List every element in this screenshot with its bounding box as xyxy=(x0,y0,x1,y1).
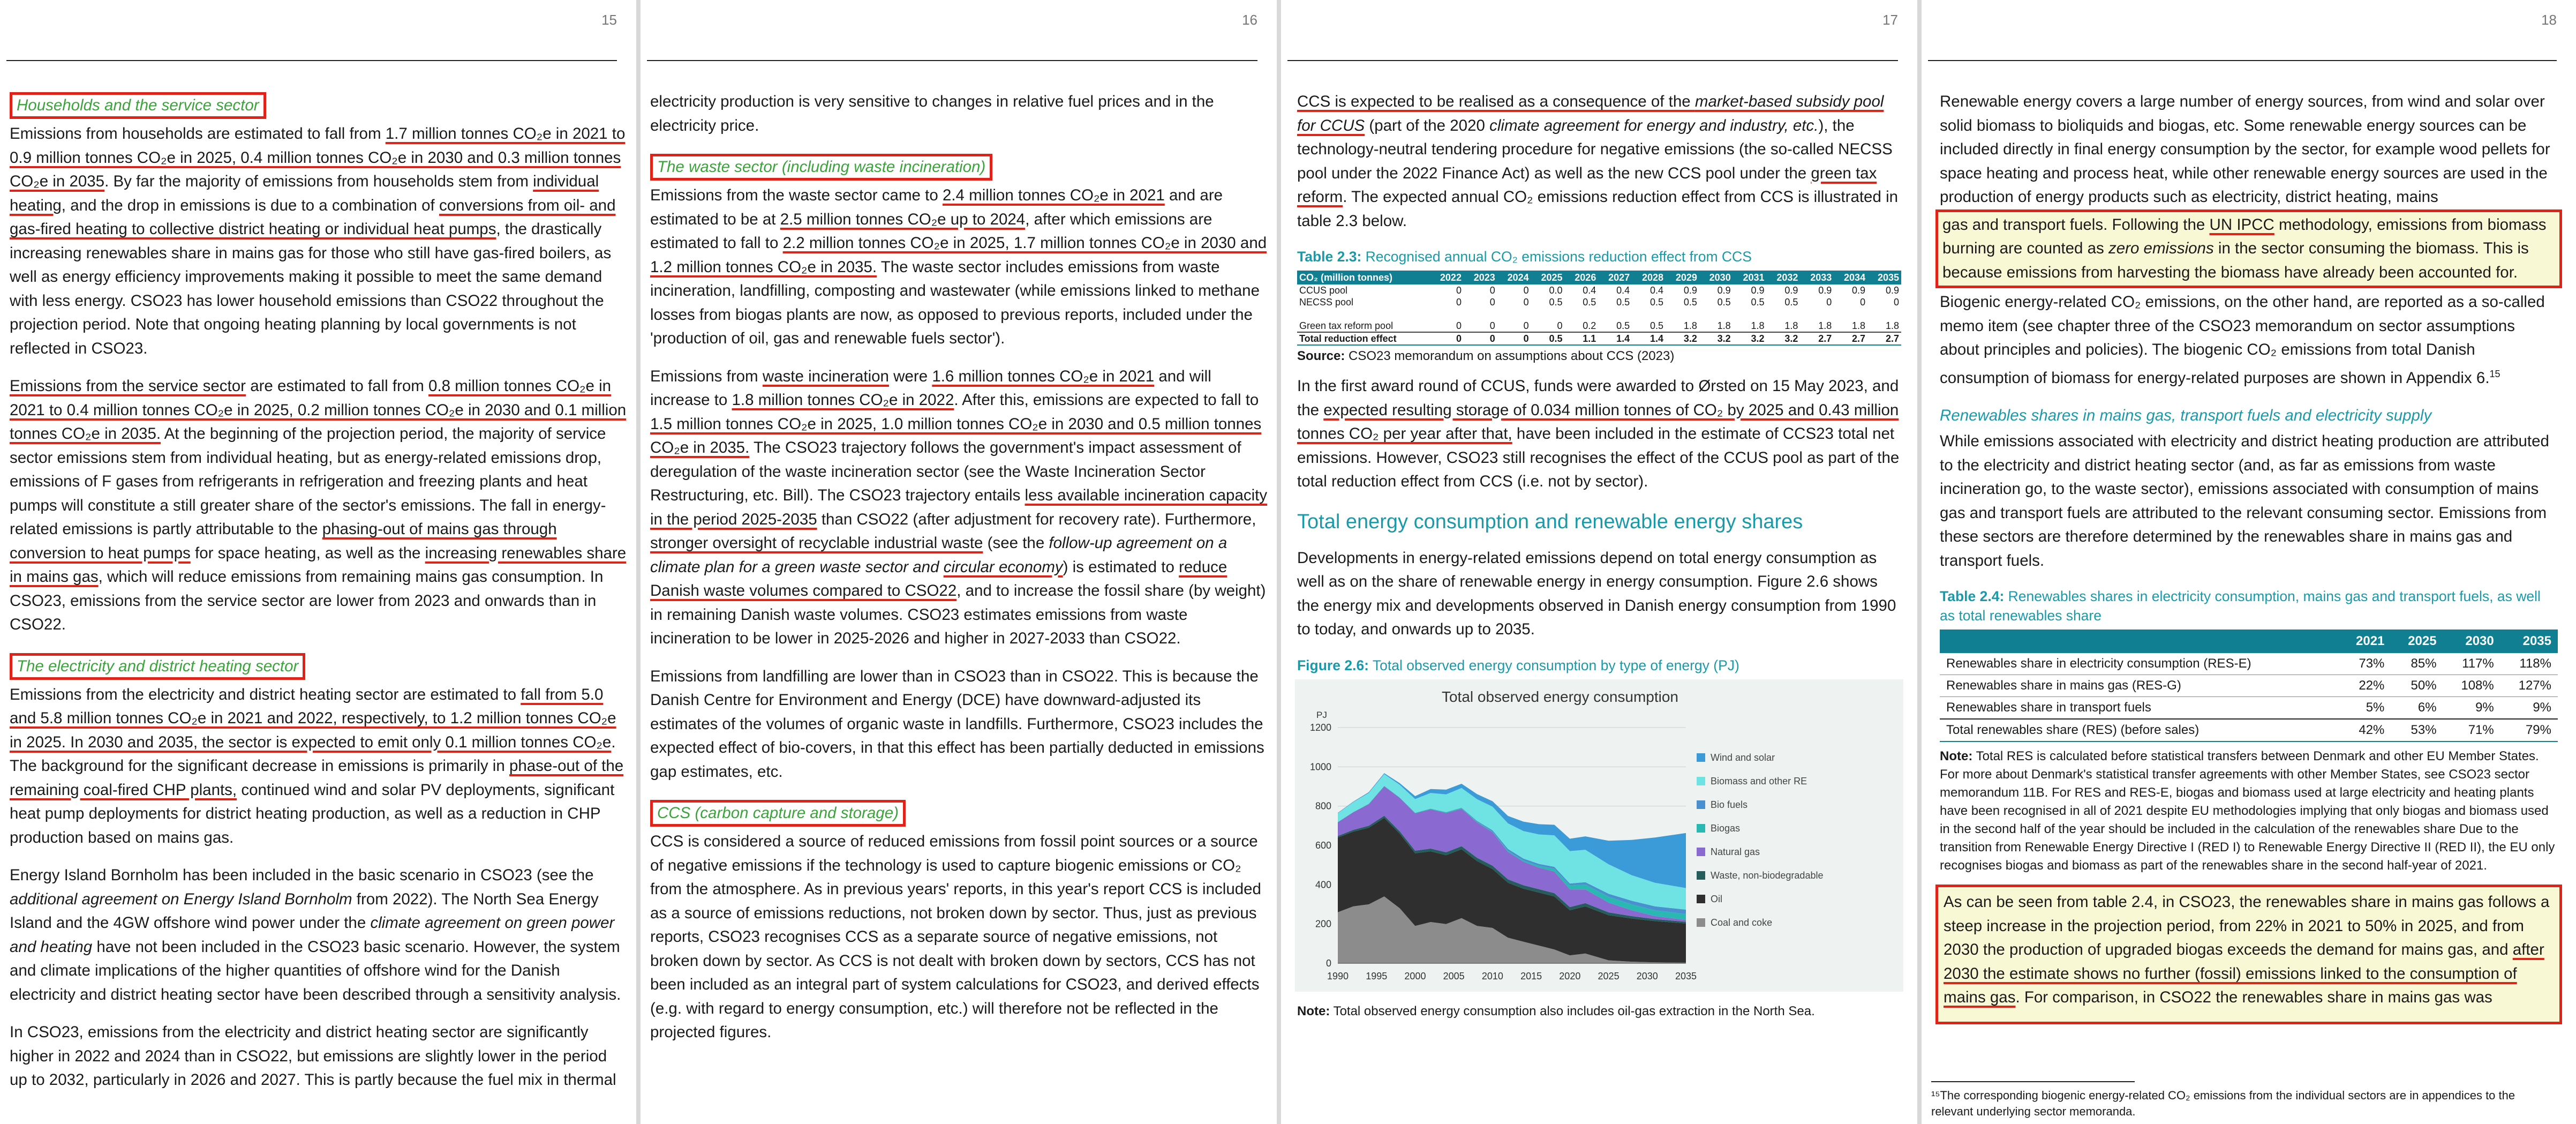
table-2-3-header-cell: 2023 xyxy=(1464,271,1497,284)
paragraph-ccs: CCS is considered a source of reduced emissions from fossil point sources or a source of negative emissions if the technology is used to capture biogenic emissions or CO₂ from the atmosphere. As in previous years' reports, in this year's report CCS is included as a source of emissions reductions, not broken down by sector. Thus, just as previous reports, CSO23 recognises CCS as a separate source of negative emissions, not broken down by sector. As CCS is not dealt with broken down by sectors, CCS has not been included as an integral part of system calculations for CSO23, and derived effects (e.g. with regard to energy consumption, etc.) will therefore not be reflected in the projected figures. xyxy=(650,833,1261,1041)
table-2-3-cell: 3.2 xyxy=(1733,332,1767,345)
table-2-3-header-cell: 2028 xyxy=(1632,271,1666,284)
table-2-3-header-cell: 2034 xyxy=(1834,271,1867,284)
chart-title: Total observed energy consumption xyxy=(1441,688,1679,705)
page-18-body xyxy=(1940,90,2558,1024)
chart-legend-label: Natural gas xyxy=(1711,846,1760,857)
chart-ytick-label: 0 xyxy=(1325,957,1331,969)
page-number: 15 xyxy=(601,12,617,28)
heading-electricity: The electricity and district heating sector xyxy=(10,653,305,680)
highlight-box-mains-gas: As can be seen from table 2.4, in CSO23, the renewables share in mains gas follows a steep increase in the projection period, from 22% in 2021 to 50% in 2025, and from 2030 the production of upgraded biogas exceeds the demand for mains gas, and after 2030 the estimate shows no further (fossil) emissions linked to the consumption of mains gas. For comparison, in CSO22 the renewables share in mains gas was xyxy=(1935,885,2562,1024)
chart-ytick-label: 1000 xyxy=(1309,761,1331,772)
chart-xtick-label: 2025 xyxy=(1598,970,1620,981)
heading-waste: The waste sector (including waste incineration) xyxy=(650,154,992,181)
table-2-4-caption: Table 2.4: Renewables shares in electricity consumption, mains gas and transport fuels, as well as total renewables share xyxy=(1940,588,2541,624)
table-2-3-cell: 0 xyxy=(1523,297,1529,308)
page-16-body xyxy=(650,90,1269,1059)
table-2-3-header-cell: 2031 xyxy=(1733,271,1767,284)
table-2-3-header-cell: 2032 xyxy=(1767,271,1801,284)
paragraph-renewable-intro: Renewable energy covers a large number of energy sources, from wind and solar over solid biomass to bioliquids and biogas, etc. Some renewable energy sources can be included directly in final energy consumption by the sector, for example wood pellets for space heating and process heat, while other renewable energy sources are used in the production of energy products such as electricity, district heating, mains xyxy=(1940,93,2550,206)
chart-legend-swatch xyxy=(1697,777,1705,785)
table-2-3-cell: 0 xyxy=(1464,332,1497,345)
table-2-3-cell: 0.4 xyxy=(1583,285,1596,296)
chart-legend-label: Oil xyxy=(1711,893,1722,904)
table-2-3-cell xyxy=(1598,308,1632,320)
table-2-3-cell: 2.7 xyxy=(1800,332,1834,345)
table-2-3-cell: 1.8 xyxy=(1784,320,1798,331)
table-2-4-cell: 22% xyxy=(2339,675,2391,697)
paragraph-service: Emissions from the service sector are estimated to fall from 0.8 million tonnes CO₂e in 2021 to 0.4 million tonnes CO₂e in 2025, 0.2 million tonnes CO₂e in 2030 and 0.1 million tonnes CO₂e in 2035. At the beginning of the projection period, the majority of service sector emissions stem from individual heating, but as energy-related emissions drop, emissions of F gases from refrigerants in refrigeration and freezing plants and heat pumps will constitute a still greater share of the sector's emissions. The fall in energy-related emissions is partly attributable to the phasing-out of mains gas through conversion to heat pumps for space heating, as well as the increasing renewables share in mains gas, which will reduce emissions from remaining mains gas consumption. In CSO23, emissions from the service sector are lower from 2023 and onwards than in CSO22. xyxy=(10,377,627,633)
table-2-3-cell: 3.2 xyxy=(1699,332,1733,345)
table-2-3-cell xyxy=(1767,308,1801,320)
table-2-3-cell xyxy=(1800,308,1834,320)
table-2-3-cell: 0 xyxy=(1456,297,1462,308)
table-2-4-cell: 71% xyxy=(2443,719,2500,741)
energy-consumption-chart xyxy=(1295,679,1884,985)
table-2-3-cell: 0.5 xyxy=(1784,297,1798,308)
table-2-3-cell: 1.8 xyxy=(1852,320,1866,331)
table-2-3-cell: 1.8 xyxy=(1885,320,1899,331)
table-2-3-cell: 0.9 xyxy=(1885,285,1899,296)
header-rule xyxy=(1928,60,2557,61)
table-2-3-cell: 0 xyxy=(1489,285,1495,296)
page-number: 17 xyxy=(1882,12,1898,28)
table-2-3-header-cell: 2022 xyxy=(1430,271,1464,284)
chart-xtick-label: 2020 xyxy=(1559,970,1581,981)
table-2-3-row xyxy=(1297,320,1901,332)
chart-legend-label: Biogas xyxy=(1711,822,1741,834)
heading-total-energy: Total energy consumption and renewable energy shares xyxy=(1297,510,1803,533)
paragraph-ccs-pool: CCS is expected to be realised as a consequence of the market-based subsidy pool for CCUS (part of the 2020 climate agreement for energy and industry, etc.), the technology-neutral tendering procedure for negative emissions (the so-called NECSS pool under the 2022 Finance Act) as well as the new CCS pool under the green tax reform. The expected annual CO₂ emissions reduction effect from CCS is illustrated in table 2.3 below. xyxy=(1297,93,1899,230)
footnote xyxy=(1931,1081,2560,1120)
page-number: 18 xyxy=(2541,12,2557,28)
table-2-3-header-cell: 2030 xyxy=(1699,271,1733,284)
table-2-4-row xyxy=(1940,697,2558,720)
table-2-3-cell: 0.4 xyxy=(1616,285,1630,296)
highlight-box-ipcc: gas and transport fuels. Following the UN IPCC methodology, emissions from biomass burning are counted as zero emissions in the sector consuming the biomass. This is because emissions from harvesting the biomass have already been accounted for. xyxy=(1935,209,2562,289)
chart-xtick-label: 2005 xyxy=(1443,970,1465,981)
table-2-4-cell: 42% xyxy=(2339,719,2391,741)
chart-legend-swatch xyxy=(1697,895,1705,903)
table-2-3-header-cell: 2024 xyxy=(1497,271,1531,284)
table-2-3-row-label: Total reduction effect xyxy=(1297,332,1430,345)
table-2-3-cell: 0.5 xyxy=(1583,297,1596,308)
figure-2-6-caption: Figure 2.6: Total observed energy consumption by type of energy (PJ) xyxy=(1297,657,1739,673)
chart-xtick-label: 1995 xyxy=(1366,970,1388,981)
page-15 xyxy=(0,0,636,1124)
paragraph-developments: Developments in energy-related emissions depend on total energy consumption as well as on the share of renewable energy in energy consumption. Figure 2.6 shows the energy mix and developments observed in Danish energy consumption from 1990 to today, and onwards up to 2035. xyxy=(1297,549,1896,638)
table-2-3-cell xyxy=(1497,308,1531,320)
table-2-4-row-label: Renewables share in transport fuels xyxy=(1940,697,2339,720)
chart-legend-label: Coal and coke xyxy=(1711,917,1773,928)
header-rule xyxy=(647,60,1257,61)
figure-note: Note: Total observed energy consumption also includes oil-gas extraction in the North Sea. xyxy=(1297,1004,1815,1018)
chart-ytick-label: 400 xyxy=(1315,879,1331,890)
table-2-4-row-label: Renewables share in mains gas (RES-G) xyxy=(1940,675,2339,697)
table-2-3-header-cell: 2029 xyxy=(1666,271,1699,284)
chart-xtick-label: 2015 xyxy=(1520,970,1542,981)
table-2-3-header-cell: 2025 xyxy=(1531,271,1565,284)
header-rule xyxy=(1287,60,1898,61)
table-2-3-row-label: CCUS pool xyxy=(1299,285,1348,296)
footnote-text: ¹⁵The corresponding biogenic energy-related CO₂ emissions from the individual sectors are in appendices to the relevant underlying sector memoranda. xyxy=(1931,1089,2515,1118)
table-2-3-cell: 0 xyxy=(1456,285,1462,296)
table-2-3-row-label xyxy=(1297,308,1430,320)
table-2-3-cell: 0 xyxy=(1893,297,1899,308)
table-2-3-cell: 0.2 xyxy=(1583,320,1596,331)
table-2-3-cell: 1.8 xyxy=(1818,320,1832,331)
chart-legend-swatch xyxy=(1697,824,1705,833)
paragraph-landfill: Emissions from landfilling are lower than in CSO23 than in CSO22. This is because the Danish Centre for Environment and Energy (DCE) have downward-adjusted its estimates of the volumes of organic waste in landfills. Furthermore, CSO23 includes the expected effect of bio-covers, in that this effect has been partially deducted in emissions gap estimates, etc. xyxy=(650,667,1264,781)
table-2-3 xyxy=(1297,271,1901,346)
table-2-3-cell: 0.5 xyxy=(1531,332,1565,345)
page-17 xyxy=(1281,0,1917,1124)
table-2-3-cell: 3.2 xyxy=(1666,332,1699,345)
table-2-4-header-cell: 2035 xyxy=(2500,630,2558,653)
table-2-3-header-cell: 2027 xyxy=(1598,271,1632,284)
table-2-3-row xyxy=(1297,284,1901,296)
table-2-3-cell: 2.7 xyxy=(1834,332,1867,345)
chart-legend-swatch xyxy=(1697,871,1705,880)
table-2-3-cell: 3.2 xyxy=(1767,332,1801,345)
table-2-3-cell: 1.4 xyxy=(1632,332,1666,345)
table-2-3-cell: 0.5 xyxy=(1683,297,1697,308)
table-2-3-cell: 0.9 xyxy=(1751,285,1765,296)
table-2-3-caption: Table 2.3: Recognised annual CO₂ emissions reduction effect from CCS xyxy=(1297,249,1752,265)
energy-chart-container xyxy=(1295,679,1903,992)
table-2-4-row xyxy=(1940,653,2558,675)
table-2-4-row-label: Renewables share in electricity consumption (RES-E) xyxy=(1940,653,2339,675)
page-17-body xyxy=(1297,90,1901,1030)
table-2-4-cell: 85% xyxy=(2391,653,2443,675)
table-2-3-cell: 0.9 xyxy=(1852,285,1866,296)
table-2-4-cell: 53% xyxy=(2391,719,2443,741)
table-2-3-cell: 0 xyxy=(1456,320,1462,331)
table-2-4-cell: 6% xyxy=(2391,697,2443,720)
table-2-4-cell: 5% xyxy=(2339,697,2391,720)
heading-renewables-shares: Renewables shares in mains gas, transport fuels and electricity supply xyxy=(1940,406,2432,424)
page-number: 16 xyxy=(1242,12,1257,28)
table-2-3-cell: 0 xyxy=(1523,320,1529,331)
table-2-3-cell xyxy=(1666,308,1699,320)
chart-xtick-label: 2010 xyxy=(1481,970,1503,981)
table-2-3-row xyxy=(1297,332,1901,345)
table-2-3-cell: 0.5 xyxy=(1649,297,1664,308)
table-2-3-cell: 1.8 xyxy=(1717,320,1731,331)
table-2-4-cell: 9% xyxy=(2500,697,2558,720)
table-2-4-cell: 73% xyxy=(2339,653,2391,675)
chart-legend-label: Wind and solar xyxy=(1711,752,1775,763)
heading-ccs: CCS (carbon capture and storage) xyxy=(650,800,906,827)
table-2-3-cell: 0.0 xyxy=(1549,285,1563,296)
chart-ytick-label: 800 xyxy=(1315,800,1331,812)
table-2-4-cell: 9% xyxy=(2443,697,2500,720)
paragraph-households: Emissions from households are estimated to fall from 1.7 million tonnes CO₂e in 2021 to 0.9 million tonnes CO₂e in 2025, 0.4 million tonnes CO₂e in 2030 and 0.3 million tonnes CO₂e in 2035. By far the majority of emissions from households stem from individual heating, and the drop in emissions is due to a combination of conversions from oil- and gas-fired heating to collective district heating or individual heat pumps, the drastically increasing renewables share in mains gas for those who still have gas-fired boilers, as well as energy efficiency improvements making it possible to meet the same demand with less energy. CSO23 has lower household emissions than CSO22 throughout the projection period. Note that ongoing heating planning by local governments is not reflected in CSO23. xyxy=(10,125,626,357)
table-2-3-header-cell: CO₂ (million tonnes) xyxy=(1297,271,1430,284)
chart-legend-swatch xyxy=(1697,848,1705,856)
chart-legend-label: Waste, non-biodegradable xyxy=(1711,870,1824,881)
table-2-3-cell: 0.4 xyxy=(1649,285,1664,296)
table-2-4-header-cell: 2025 xyxy=(2391,630,2443,653)
table-2-3-header-cell: 2035 xyxy=(1867,271,1901,284)
table-2-3-cell: 0 xyxy=(1860,297,1866,308)
paragraph-biogenic: Biogenic energy-related CO₂ emissions, on the other hand, are reported as a so-called memo item (see chapter three of the CSO23 memorandum on sector assumptions about principles and policies). The biogenic CO₂ emissions from total Danish consumption of biomass for energy-related purposes are shown in Appendix 6.15 xyxy=(1940,293,2545,387)
chart-ylabel: PJ xyxy=(1316,709,1327,720)
table-2-3-row xyxy=(1297,296,1901,308)
footnote-rule xyxy=(1931,1081,2135,1082)
table-2-4-header-cell xyxy=(1940,630,2339,653)
table-2-3-cell: 0 xyxy=(1430,332,1464,345)
table-2-4-cell: 118% xyxy=(2500,653,2558,675)
table-2-3-cell: 1.8 xyxy=(1751,320,1765,331)
paragraph-renewables: While emissions associated with electricity and district heating production are attributed to the electricity and district heating sector (and, as far as emissions from waste incineration go, to the waste sector), emissions associated with consumption of mains gas and transport fuels are attributed to the relevant consuming sector. Emissions from these sectors are therefore determined by the renewables share in mains gas and transport fuels. xyxy=(1940,432,2549,570)
table-2-3-cell: 1.4 xyxy=(1598,332,1632,345)
table-2-3-cell: 0.5 xyxy=(1616,297,1630,308)
chart-ytick-label: 600 xyxy=(1315,840,1331,851)
table-2-3-row-label: Green tax reform pool xyxy=(1299,320,1394,331)
paragraph-award: In the first award round of CCUS, funds were awarded to Ørsted on 15 May 2023, and the expected resulting storage of 0.034 million tonnes of CO₂ by 2025 and 0.43 million tonnes CO₂ per year after that, have been included in the estimate of CCS23 total net emissions. However, CSO23 still recognises the effect of the CCUS pool as part of the total reduction effect from CCS (i.e. not by sector). xyxy=(1297,377,1900,490)
page-15-body xyxy=(10,90,629,1106)
chart-ytick-label: 1200 xyxy=(1309,722,1331,733)
table-2-3-cell xyxy=(1430,308,1464,320)
table-2-3-cell: 1.1 xyxy=(1564,332,1598,345)
table-2-3-row xyxy=(1297,308,1901,320)
page-18 xyxy=(1922,0,2576,1124)
chart-legend-swatch xyxy=(1697,918,1705,927)
table-2-3-cell: 2.7 xyxy=(1867,332,1901,345)
chart-xtick-label: 2035 xyxy=(1675,970,1697,981)
table-2-3-cell xyxy=(1834,308,1867,320)
table-2-4-note: Note: Total RES is calculated before statistical transfers between Denmark and other EU Member States. For more about Denmark's statistical transfer agreements with other Member States, see CSO23 sector memorandum 11B. For RES and RES-E, biogas and biomass used at large electricity and heating plants have been recognised in all of 2021 despite EU methodologies implying that only biogas and biomass used in the second half of the year should be included in the calculation of the renewables share Due to the transition from Renewable Energy Directive I (RED I) to Renewable Energy Directive II (RED II), the EU only recognises biogas and biomass as part of the renewables share in the second half-year of 2021. xyxy=(1940,749,2555,873)
table-2-3-header-cell: 2033 xyxy=(1800,271,1834,284)
table-2-4 xyxy=(1940,630,2558,742)
table-2-4-cell: 117% xyxy=(2443,653,2500,675)
table-2-3-cell: 0 xyxy=(1497,332,1531,345)
chart-legend-label: Bio fuels xyxy=(1711,799,1748,810)
paragraph-waste: Emissions from the waste sector came to 2.4 million tonnes CO₂e in 2021 and are estimated to be at 2.5 million tonnes CO₂e up to 2024, after which emissions are estimated to fall to 2.2 million tonnes CO₂e in 2025, 1.7 million tonnes CO₂e in 2030 and 1.2 million tonnes CO₂e in 2035. The waste sector includes emissions from waste incineration, landfilling, composting and wastewater (while emissions linked to methane losses from biogas plants are now, as opposed to previous reports, included under the 'production of oil, gas and renewable fuels sector'). xyxy=(650,186,1267,347)
header-rule xyxy=(6,60,617,61)
table-2-4-header-cell: 2021 xyxy=(2339,630,2391,653)
table-2-4-cell: 127% xyxy=(2500,675,2558,697)
table-2-3-cell: 0 xyxy=(1489,320,1495,331)
table-2-3-cell xyxy=(1464,308,1497,320)
table-2-4-row-label: Total renewables share (RES) (before sales) xyxy=(1940,719,2339,741)
table-2-3-cell: 1.8 xyxy=(1683,320,1697,331)
table-2-3-cell: 0.5 xyxy=(1649,320,1664,331)
table-2-3-cell xyxy=(1733,308,1767,320)
table-2-4-row xyxy=(1940,675,2558,697)
chart-xtick-label: 2030 xyxy=(1636,970,1658,981)
heading-households: Households and the service sector xyxy=(10,92,266,119)
table-2-3-cell: 0 xyxy=(1489,297,1495,308)
paragraph-incineration: Emissions from waste incineration were 1.6 million tonnes CO₂e in 2021 and will increase to 1.8 million tonnes CO₂e in 2022. After this, emissions are expected to fall to 1.5 million tonnes CO₂e in 2025, 1.0 million tonnes CO₂e in 2030 and 0.5 million tonnes CO₂e in 2035. The CSO23 trajectory follows the government's impact assessment of deregulation of the waste incineration sector (see the Waste Incineration Sector Restructuring, etc. Bill). The CSO23 trajectory entails less available incineration capacity in the period 2025-2035 than CSO22 (after adjustment for recovery rate). Furthermore, stronger oversight of recyclable industrial waste (see the follow-up agreement on a climate plan for a green waste sector and circular economy) is estimated to reduce Danish waste volumes compared to CSO22, and to increase the fossil share (by weight) in remaining Danish waste volumes. CSO23 estimates emissions from waste incineration to be lower in 2025-2026 and higher in 2027-2033 than CSO22. xyxy=(650,367,1268,647)
table-2-4-cell: 50% xyxy=(2391,675,2443,697)
table-2-3-row-label: NECSS pool xyxy=(1299,297,1354,308)
table-2-3-cell: 0.5 xyxy=(1549,297,1563,308)
table-2-3-cell: 0.9 xyxy=(1717,285,1731,296)
table-2-4-header-cell: 2030 xyxy=(2443,630,2500,653)
table-2-4-cell: 108% xyxy=(2443,675,2500,697)
table-2-3-cell xyxy=(1699,308,1733,320)
page-16 xyxy=(641,0,1277,1124)
table-2-4-row xyxy=(1940,719,2558,741)
table-2-3-cell xyxy=(1867,308,1901,320)
table-2-3-cell: 0.9 xyxy=(1683,285,1697,296)
chart-xtick-label: 1990 xyxy=(1327,970,1349,981)
table-2-3-cell: 0 xyxy=(1557,320,1563,331)
table-2-3-cell: 0.5 xyxy=(1751,297,1765,308)
paragraph-cso23-electricity: In CSO23, emissions from the electricity and district heating sector are significantly higher in 2022 and 2024 than in CSO22, but emissions are slightly lower in the period up to 2032, particularly in 2026 and 2027. This is partly because the fuel mix in thermal xyxy=(10,1023,616,1089)
table-2-3-cell: 0.5 xyxy=(1616,320,1630,331)
table-2-3-cell xyxy=(1564,308,1598,320)
paragraph-electricity: Emissions from the electricity and district heating sector are estimated to fall from 5.0 and 5.8 million tonnes CO₂e in 2021 and 2022, respectively, to 1.2 million tonnes CO₂e in 2025. In 2030 and 2035, the sector is expected to emit only 0.1 million tonnes CO₂e. The background for the significant decrease in emissions is primarily in phase-out of the remaining coal-fired CHP plants, continued wind and solar PV deployments, significant heat pump deployments for district heating production, as well as a reduction in CHP production based on mains gas. xyxy=(10,685,624,846)
table-2-3-cell: 0 xyxy=(1523,285,1529,296)
table-2-3-cell: 0.9 xyxy=(1818,285,1832,296)
table-2-3-cell xyxy=(1632,308,1666,320)
chart-legend-swatch xyxy=(1697,753,1705,762)
table-2-3-cell xyxy=(1531,308,1565,320)
table-2-3-header-cell: 2026 xyxy=(1564,271,1598,284)
chart-ytick-label: 200 xyxy=(1315,918,1331,930)
paragraph-bornholm: Energy Island Bornholm has been included in the basic scenario in CSO23 (see the additional agreement on Energy Island Bornholm from 2022). The North Sea Energy Island and the 4GW offshore wind power under the climate agreement on green power and heating have not been included in the CSO23 basic scenario. However, the system and climate implications of the higher quantities of offshore wind for the Danish electricity and district heating sector have been described through a sensitivity analysis. xyxy=(10,866,621,1003)
table-2-3-cell: 0.9 xyxy=(1784,285,1798,296)
table-2-3-cell: 0 xyxy=(1826,297,1832,308)
table-2-4-cell: 79% xyxy=(2500,719,2558,741)
chart-xtick-label: 2000 xyxy=(1404,970,1426,981)
chart-legend-swatch xyxy=(1697,800,1705,809)
paragraph-continued: electricity production is very sensitive to changes in relative fuel prices and in the electricity price. xyxy=(650,93,1214,134)
table-2-3-cell: 0.5 xyxy=(1717,297,1731,308)
chart-legend-label: Biomass and other RE xyxy=(1711,775,1807,786)
table-2-3-source: Source: CSO23 memorandum on assumptions about CCS (2023) xyxy=(1297,349,1675,363)
